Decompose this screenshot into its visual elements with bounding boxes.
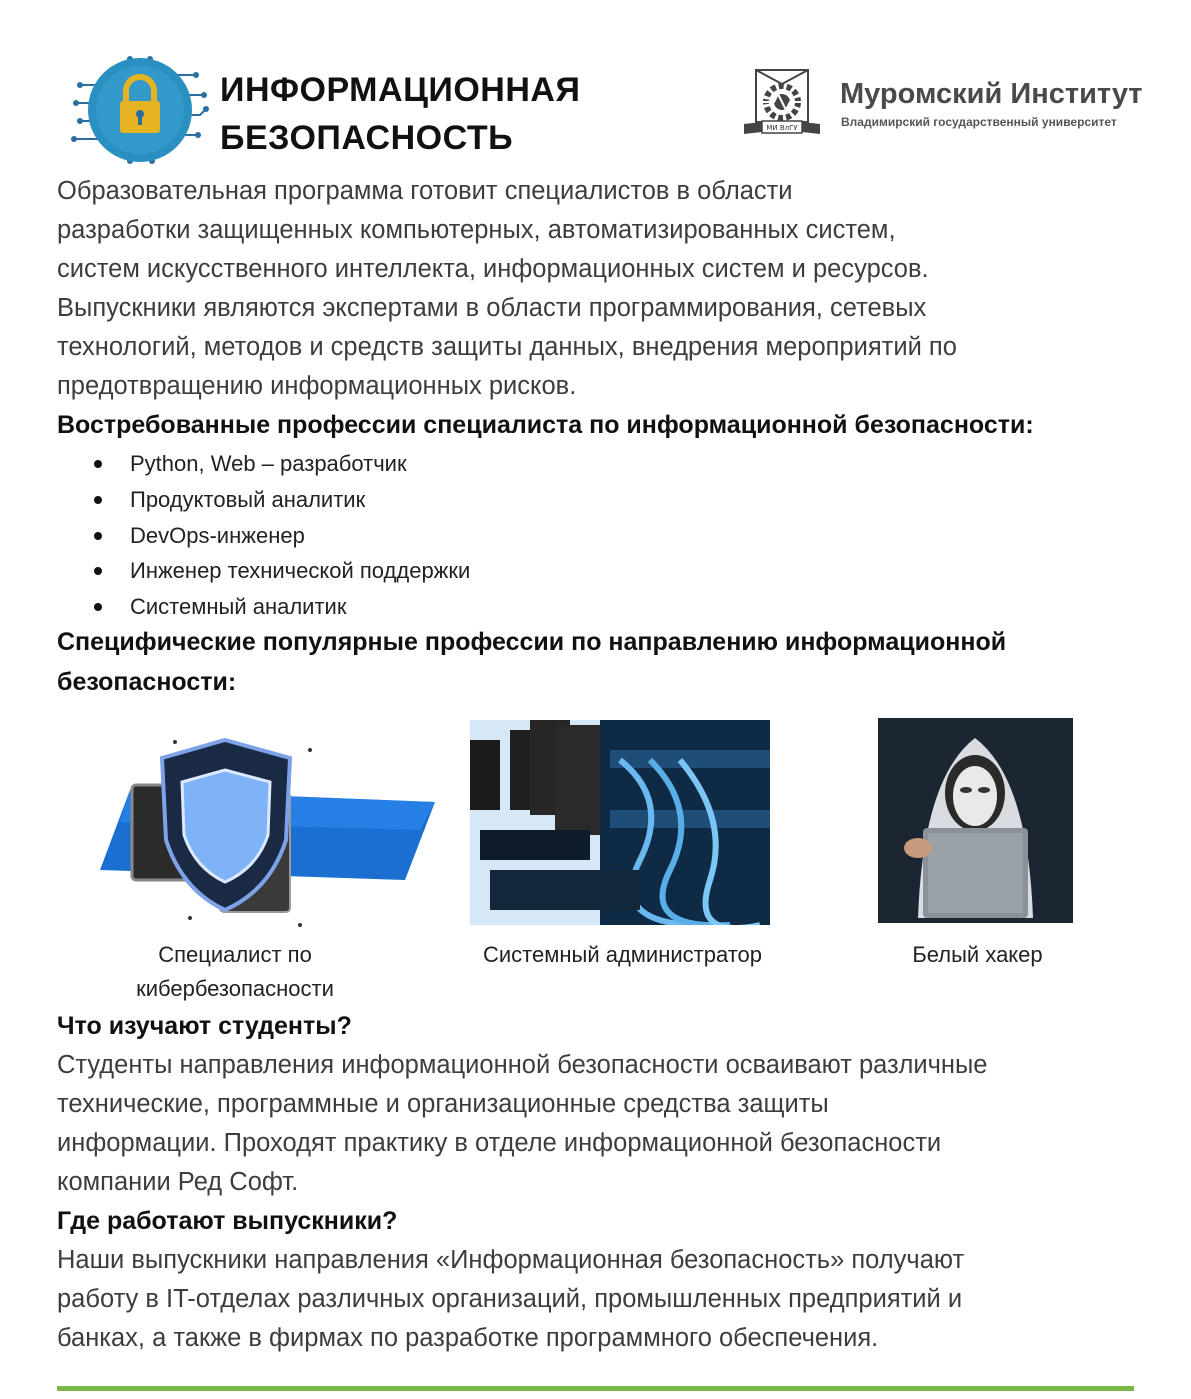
intro-line: Образовательная программа готовит специалистов в области xyxy=(57,177,793,205)
specific-heading-line2: безопасности: xyxy=(57,668,237,696)
study-line: Студенты направления информационной безопасности осваивают различные xyxy=(57,1051,988,1079)
institute-emblem xyxy=(742,66,822,138)
caption-line: Специалист по xyxy=(158,942,312,967)
specific-heading-line1: Специфические популярные профессии по направлению информационной xyxy=(57,628,1007,656)
cybersecurity-caption xyxy=(100,938,370,1006)
system-admin-caption: Системный администратор xyxy=(482,942,763,967)
study-heading: Что изучают студенты? xyxy=(57,1012,352,1040)
professions-list xyxy=(90,446,470,625)
emblem-label: МИ ВлГУ xyxy=(766,124,798,132)
work-line: работу в IT-отделах различных организаций, промышленных предприятий и xyxy=(57,1285,963,1313)
hacker-laptop-icon xyxy=(878,718,1073,923)
list-item: Продуктовый аналитик xyxy=(90,482,470,518)
list-item: DevOps-инженер xyxy=(90,518,470,554)
institute-subtitle: Владимирский государственный университет xyxy=(841,115,1117,129)
page-title-line1: ИНФОРМАЦИОННАЯ xyxy=(220,71,581,109)
professions-heading: Востребованные профессии специалиста по информационной безопасности: xyxy=(57,411,1034,439)
page-title-line2: БЕЗОПАСНОСТЬ xyxy=(220,119,514,157)
list-item: Python, Web – разработчик xyxy=(90,446,470,482)
institute-name: Муромский Институт xyxy=(840,78,1143,110)
intro-line: предотвращению информационных рисков. xyxy=(57,372,577,400)
work-line: банках, а также в фирмах по разработке программного обеспечения. xyxy=(57,1324,879,1352)
white-hacker-image xyxy=(878,718,1073,923)
caption-line: кибербезопасности xyxy=(136,976,334,1001)
study-paragraph xyxy=(57,1046,1147,1202)
intro-paragraph xyxy=(57,172,1147,406)
gear-emblem-icon xyxy=(742,66,822,138)
intro-line: технологий, методов и средств защиты данных, внедрения мероприятий по xyxy=(57,333,957,361)
list-item: Системный аналитик xyxy=(90,589,470,625)
study-line: компании Ред Софт. xyxy=(57,1168,299,1196)
intro-line: систем искусственного интеллекта, информационных систем и ресурсов. xyxy=(57,255,929,283)
work-line: Наши выпускники направления «Информационная безопасность» получают xyxy=(57,1246,965,1274)
intro-line: разработки защищенных компьютерных, автоматизированных систем, xyxy=(57,216,896,244)
study-line: информации. Проходят практику в отделе информационной безопасности xyxy=(57,1129,942,1157)
study-line: технические, программные и организационные средства защиты xyxy=(57,1090,829,1118)
cybersecurity-specialist-image xyxy=(100,730,435,935)
shield-monitor-icon xyxy=(100,730,435,935)
work-heading: Где работают выпускники? xyxy=(57,1207,398,1235)
list-item: Инженер технической поддержки xyxy=(90,553,470,589)
work-paragraph xyxy=(57,1241,1147,1358)
cyber-lock-logo xyxy=(70,55,210,165)
system-admin-image xyxy=(470,720,770,925)
intro-line: Выпускники являются экспертами в области программирования, сетевых xyxy=(57,294,927,322)
lock-icon xyxy=(70,55,210,165)
server-computers-icon xyxy=(470,720,770,925)
white-hacker-caption: Белый хакер xyxy=(912,942,1043,967)
footer-divider xyxy=(57,1386,1134,1391)
